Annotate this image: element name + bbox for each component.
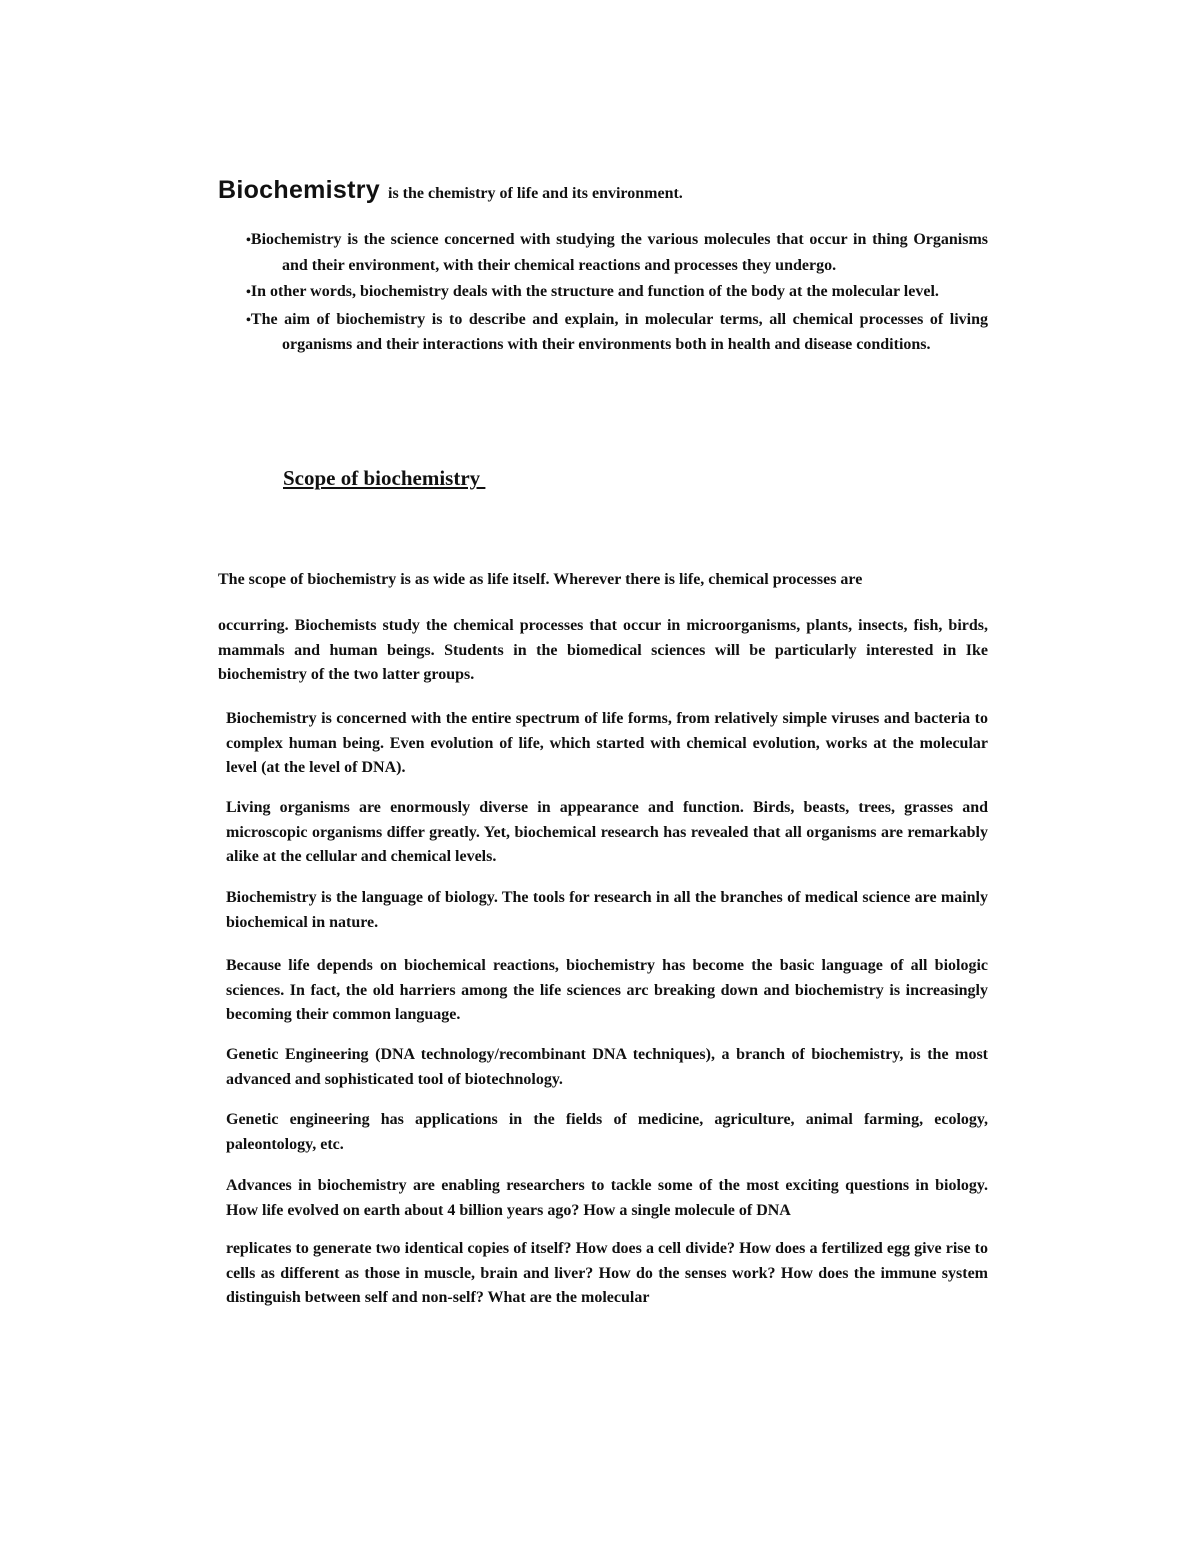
- bullet-text: Biochemistry is the science concerned with studying the various molecules that occur in thing Organisms and their environment, with their chemical reactions and processes they undergo.: [250, 231, 988, 274]
- bullet-text: The aim of biochemistry is to describe and explain, in molecular terms, all chemical processes of living organisms and their interactions with their environments both in health and disease conditions.: [250, 310, 988, 353]
- paragraph: Genetic engineering has applications in the fields of medicine, agriculture, animal farming, ecology, paleontology, etc.: [226, 1111, 988, 1153]
- paragraph: occurring. Biochemists study the chemical processes that occur in microorganisms, plants, insects, fish, birds, mammals and human beings. Students in the biomedical sciences will be particularly interested in Ike biochemistry of the two latter groups.: [218, 617, 988, 683]
- intro-definition: [218, 176, 988, 205]
- bullet-item: [246, 228, 988, 278]
- bullet-icon: •: [246, 233, 251, 248]
- paragraph: Biochemistry is the language of biology. The tools for research in all the branches of medical science are mainly biochemical in nature.: [226, 889, 988, 931]
- paragraph: Living organisms are enormously diverse in appearance and function. Birds, beasts, trees, grasses and microscopic organisms differ greatly. Yet, biochemical research has revealed that all organisms are remarkably alike at the cellular and chemical levels.: [226, 799, 988, 865]
- paragraph: Advances in biochemistry are enabling researchers to tackle some of the most exciting questions in biology. How life evolved on earth about 4 billion years ago? How a single molecule of DNA: [226, 1177, 988, 1219]
- bullet-icon: •: [246, 312, 251, 328]
- bullet-icon: •: [246, 285, 251, 300]
- bullet-item: [246, 280, 988, 306]
- paragraph: Biochemistry is concerned with the entire spectrum of life forms, from relatively simple viruses and bacteria to complex human being. Even evolution of life, which started with chemical evolution, works at the molecular level (at the level of DNA).: [226, 710, 988, 776]
- lead-term: Biochemistry: [218, 176, 380, 204]
- lead-definition: is the chemistry of life and its environment.: [388, 185, 683, 202]
- definition-bullet-list: [246, 228, 988, 360]
- section-heading: Scope of biochemistry: [283, 466, 486, 490]
- paragraph: replicates to generate two identical copies of itself? How does a cell divide? How does a fertilized egg give rise to cells as different as those in muscle, brain and liver? How do the senses work? How does the immune system distinguish between self and non-self? What are the molecular: [226, 1240, 988, 1306]
- paragraph: The scope of biochemistry is as wide as life itself. Wherever there is life, chemical processes are: [218, 571, 863, 588]
- paragraph: Because life depends on biochemical reactions, biochemistry has become the basic language of all biologic sciences. In fact, the old harriers among the life sciences arc breaking down and biochemistry is increasingly becoming their common language.: [226, 957, 988, 1023]
- bullet-item: [246, 308, 988, 358]
- paragraph: Genetic Engineering (DNA technology/recombinant DNA techniques), a branch of biochemistry, is the most advanced and sophisticated tool of biotechnology.: [226, 1046, 988, 1088]
- bullet-text: In other words, biochemistry deals with the structure and function of the body at the molecular level.: [250, 283, 939, 300]
